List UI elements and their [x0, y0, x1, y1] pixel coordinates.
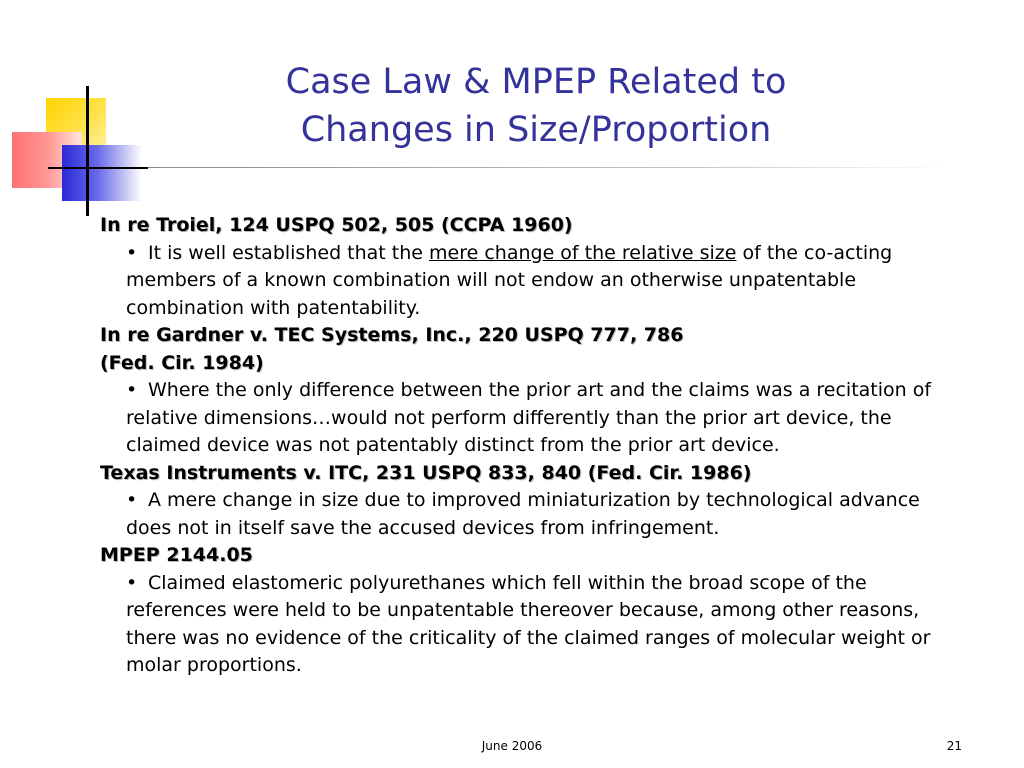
footer-page-number: 21: [946, 739, 962, 753]
bullet-glyph: •: [126, 379, 138, 401]
bullet-text: A mere change in size due to improved miniaturization by technological advance does not in itself save the accused devices from infringement.: [126, 489, 920, 539]
case-heading: In re Troiel, 124 USPQ 502, 505 (CCPA 1960): [100, 214, 573, 236]
bullet-text: Where the only difference between the prior art and the claims was a recitation of relative dimensions…would not perform differently than the prior art device, the claimed device was not patentably distinct from the prior art device.: [126, 379, 932, 456]
case-block: [100, 460, 960, 543]
case-heading: In re Gardner v. TEC Systems, Inc., 220 USPQ 777, 786: [100, 324, 684, 346]
logo-blue-square: [62, 145, 142, 201]
corner-logo: [0, 0, 160, 215]
slide-body: [100, 212, 960, 680]
case-heading-continued: (Fed. Cir. 1984): [100, 351, 264, 374]
logo-horizontal-line: [48, 167, 148, 169]
bullet-glyph: •: [126, 241, 138, 264]
logo-vertical-line: [86, 86, 89, 216]
case-block: [100, 542, 960, 680]
case-bullet: [100, 487, 960, 542]
slide-title-line-2: Changes in Size/Proportion: [300, 110, 772, 150]
bullet-glyph: •: [126, 571, 138, 594]
bullet-text: Claimed elastomeric polyurethanes which fell within the broad scope of the references were held to be unpatentable thereover because, among other reasons, there was no evidence of the criticality of the claimed ranges of molecular weight or molar proportions.: [126, 571, 931, 676]
bullet-text-before: It is well established that the: [148, 241, 430, 264]
case-heading: Texas Instruments v. ITC, 231 USPQ 833, 840 (Fed. Cir. 1986): [100, 461, 752, 484]
case-bullet: [100, 570, 960, 680]
case-bullet: [100, 377, 960, 460]
bullet-text-underlined: mere change of the relative size: [429, 241, 737, 264]
case-bullet: [100, 240, 960, 323]
bullet-glyph: •: [126, 489, 138, 511]
footer-date: June 2006: [481, 739, 543, 753]
case-block: [100, 212, 960, 322]
case-block: [100, 322, 960, 460]
case-heading: MPEP 2144.05: [100, 544, 253, 566]
slide-title: [200, 58, 872, 154]
title-divider: [148, 167, 948, 168]
bullet-text-after: of the co-acting members of a known combination will not endow an otherwise unpatentable combination with patentability.: [126, 241, 893, 319]
slide-title-line-1: Case Law & MPEP Related to: [285, 62, 787, 102]
